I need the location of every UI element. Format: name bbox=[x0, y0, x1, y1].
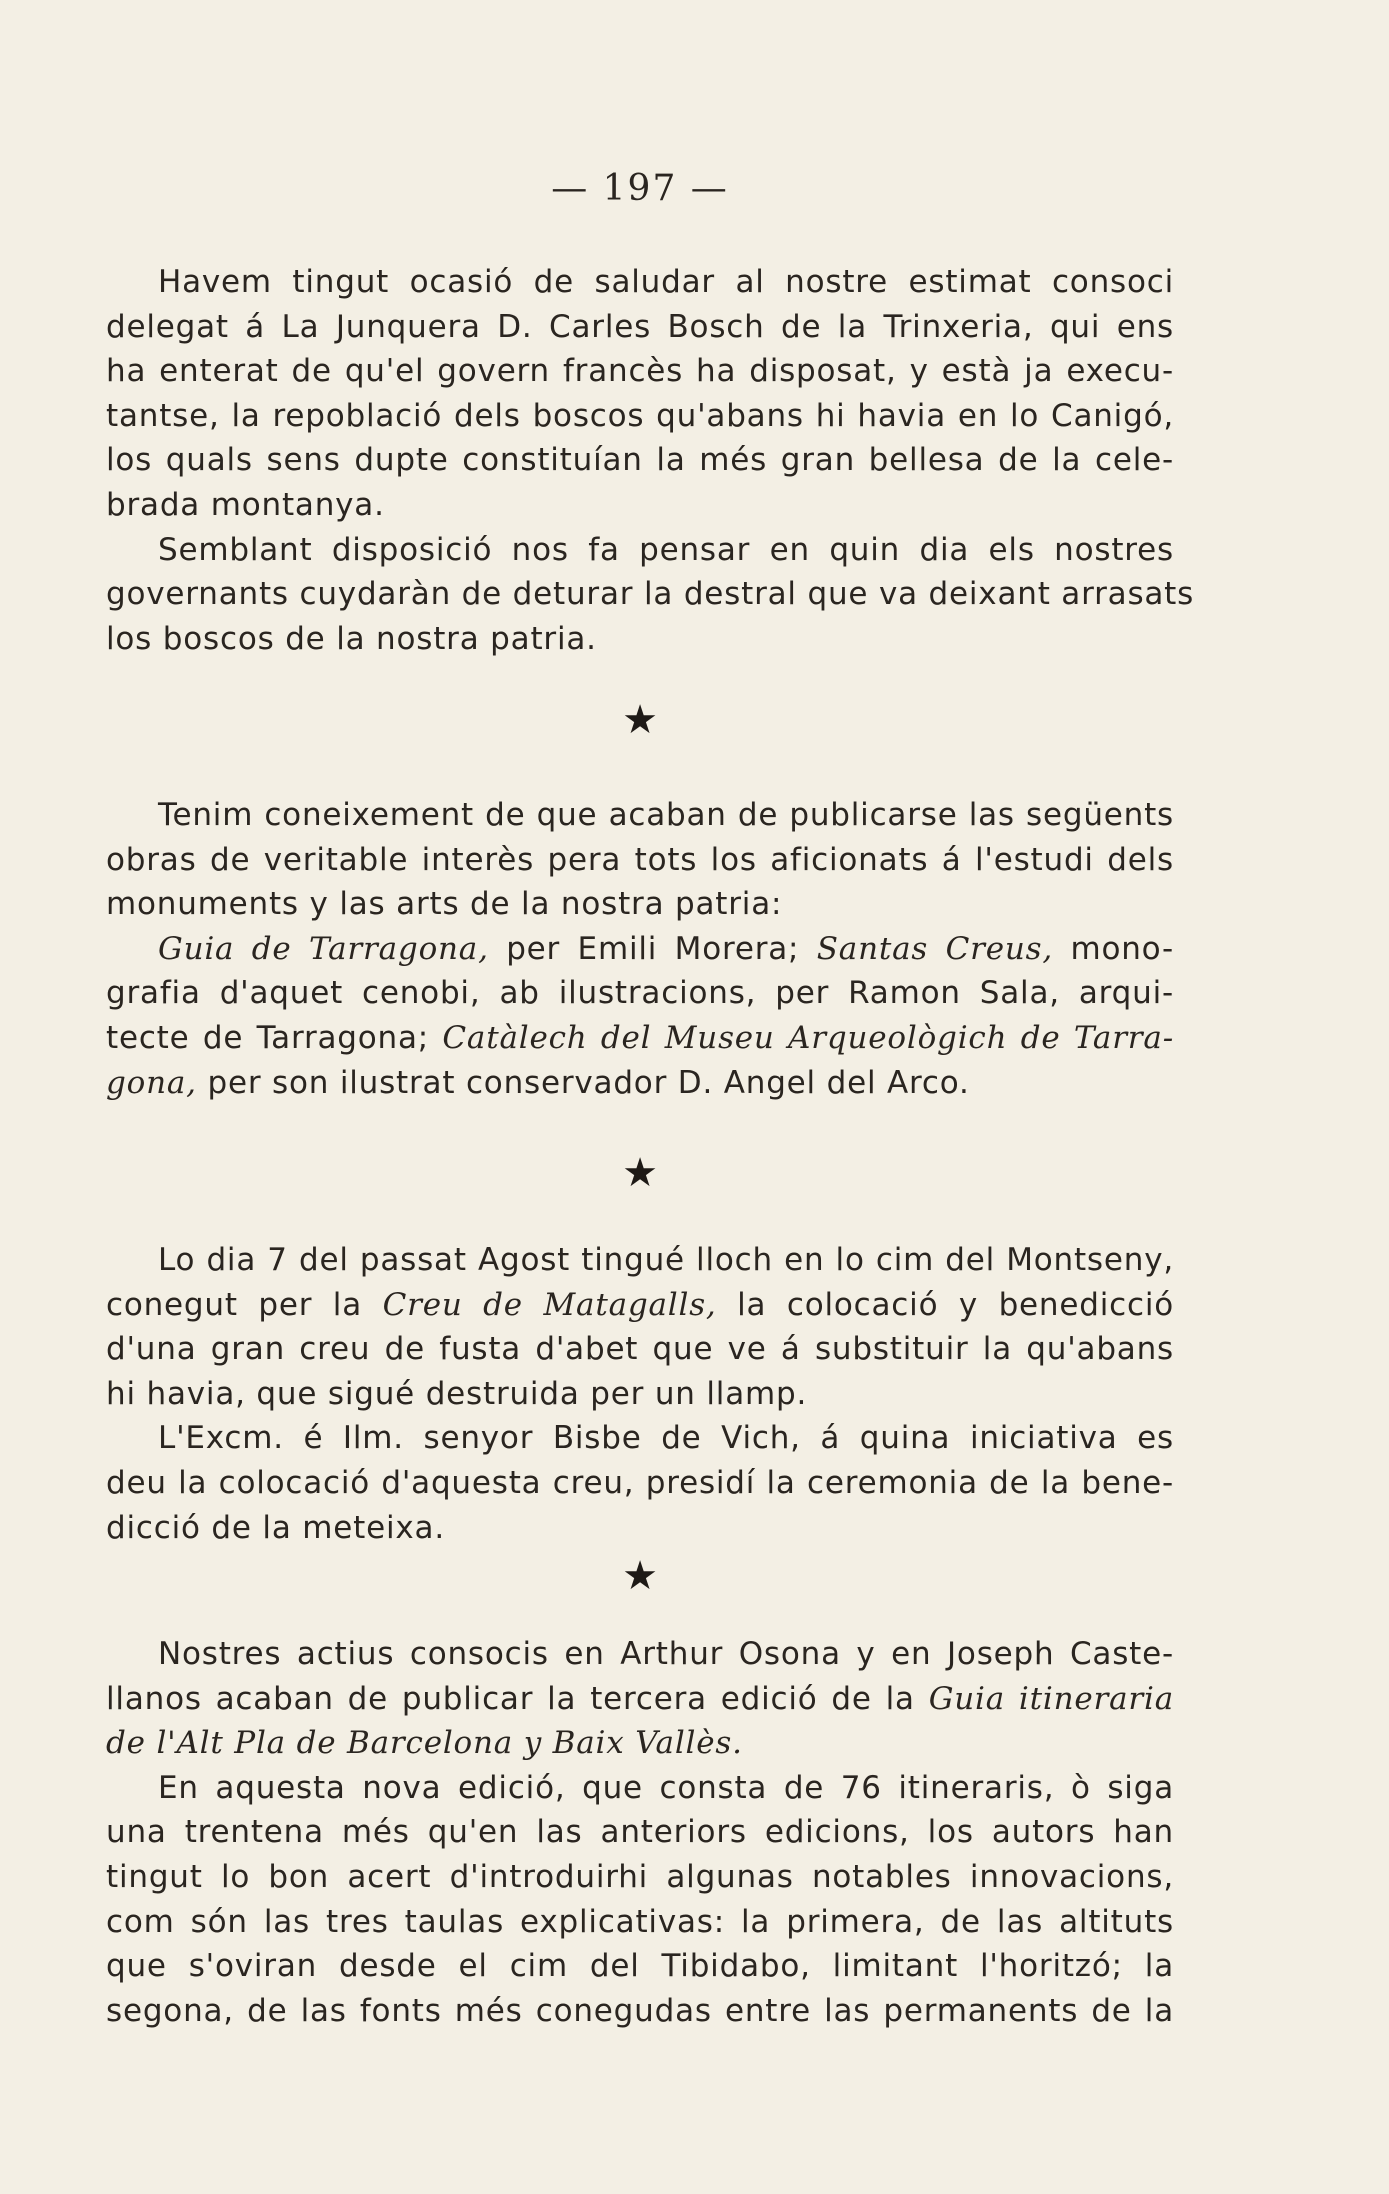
page-number: — 197 — bbox=[551, 168, 729, 209]
paragraph-block-3 bbox=[106, 1238, 1174, 1550]
text-line: Tenim coneixement de que acaban de publicarse las següents bbox=[158, 797, 1174, 833]
text-segment: mono- bbox=[1052, 930, 1174, 967]
text-line: dicció de la meteixa. bbox=[106, 1509, 445, 1546]
text-line bbox=[106, 1016, 1174, 1061]
text-line bbox=[106, 1677, 1174, 1722]
text-line: tingut lo bon acert d'introduirhi algunas notables innovacions, bbox=[106, 1858, 1174, 1895]
text-segment: la colocació y benedicció bbox=[716, 1286, 1174, 1323]
text-segment: llanos acaban de publicar la tercera edició de la bbox=[106, 1680, 929, 1717]
italic-title: de l'Alt Pla de Barcelona y Baix Vallès. bbox=[106, 1725, 743, 1762]
text-line: deu la colocació d'aquesta creu, presidí la ceremonia de la bene- bbox=[106, 1464, 1174, 1501]
text-segment: conegut per la bbox=[106, 1286, 383, 1323]
text-line: segona, de las fonts més conegudas entre las permanents de la bbox=[106, 1992, 1174, 2029]
italic-title: Catàlech del Museu Arqueològich de Tarra- bbox=[442, 1019, 1174, 1056]
italic-title: Santas Creus, bbox=[816, 930, 1053, 967]
text-line: Havem tingut ocasió de saludar al nostre estimat consoci bbox=[158, 264, 1174, 300]
text-line: los quals sens dupte constituían la més gran bellesa de la cele- bbox=[106, 442, 1174, 479]
text-line: Lo dia 7 del passat Agost tingué lloch en lo cim del Montseny, bbox=[158, 1242, 1174, 1278]
text-segment: tecte de Tarragona; bbox=[106, 1019, 443, 1056]
star-separator: ★ bbox=[622, 1150, 658, 1196]
text-segment: per Emili Morera; bbox=[488, 930, 817, 967]
italic-title: Creu de Matagalls, bbox=[382, 1286, 717, 1323]
italic-title: Guia de Tarragona, bbox=[158, 930, 489, 967]
text-segment: per son ilustrat conservador D. Angel del Arco. bbox=[196, 1064, 970, 1101]
text-line: En aquesta nova edició, que consta de 76 itineraris, ò siga bbox=[158, 1769, 1174, 1806]
text-line: obras de veritable interès pera tots los aficionats á l'estudi dels bbox=[106, 841, 1174, 878]
text-line: monuments y las arts de la nostra patria: bbox=[106, 886, 783, 923]
paragraph-block-4 bbox=[106, 1632, 1174, 2033]
text-line: com són las tres taulas explicativas: la primera, de las altituts bbox=[106, 1903, 1174, 1940]
paragraph-block-2 bbox=[106, 793, 1174, 1105]
text-line: brada montanya. bbox=[106, 486, 385, 523]
star-separator: ★ bbox=[622, 1553, 658, 1599]
star-separator: ★ bbox=[622, 697, 658, 743]
text-line: L'Excm. é Ilm. senyor Bisbe de Vich, á quina iniciativa es bbox=[158, 1420, 1174, 1457]
text-line: hi havia, que sigué destruida per un llamp. bbox=[106, 1375, 808, 1412]
text-line: d'una gran creu de fusta d'abet que ve á substituir la qu'abans bbox=[106, 1331, 1174, 1368]
text-line: Semblant disposició nos fa pensar en quin dia els nostres bbox=[158, 531, 1174, 568]
text-line bbox=[106, 1061, 1174, 1106]
text-line: tantse, la repoblació dels boscos qu'abans hi havia en lo Canigó, bbox=[106, 397, 1174, 434]
italic-title: gona, bbox=[106, 1064, 197, 1101]
italic-title: Guia itineraria bbox=[928, 1680, 1174, 1717]
text-line bbox=[106, 927, 1174, 972]
text-line: los boscos de la nostra patria. bbox=[106, 620, 597, 657]
text-line: que s'oviran desde el cim del Tibidabo, limitant l'horitzó; la bbox=[106, 1948, 1174, 1985]
text-line: grafia d'aquet cenobi, ab ilustracions, per Ramon Sala, arqui- bbox=[106, 975, 1174, 1012]
text-line: ha enterat de qu'el govern francès ha disposat, y està ja execu- bbox=[106, 353, 1174, 390]
text-line: delegat á La Junquera D. Carles Bosch de la Trinxeria, qui ens bbox=[106, 308, 1174, 345]
text-line: governants cuydaràn de deturar la destral que va deixant arrasats bbox=[106, 576, 1195, 613]
text-line: una trentena més qu'en las anteriors edicions, los autors han bbox=[106, 1814, 1174, 1851]
text-line: Nostres actius consocis en Arthur Osona y en Joseph Caste- bbox=[158, 1636, 1174, 1672]
text-line bbox=[106, 1283, 1174, 1328]
paragraph-block-1 bbox=[106, 260, 1195, 661]
